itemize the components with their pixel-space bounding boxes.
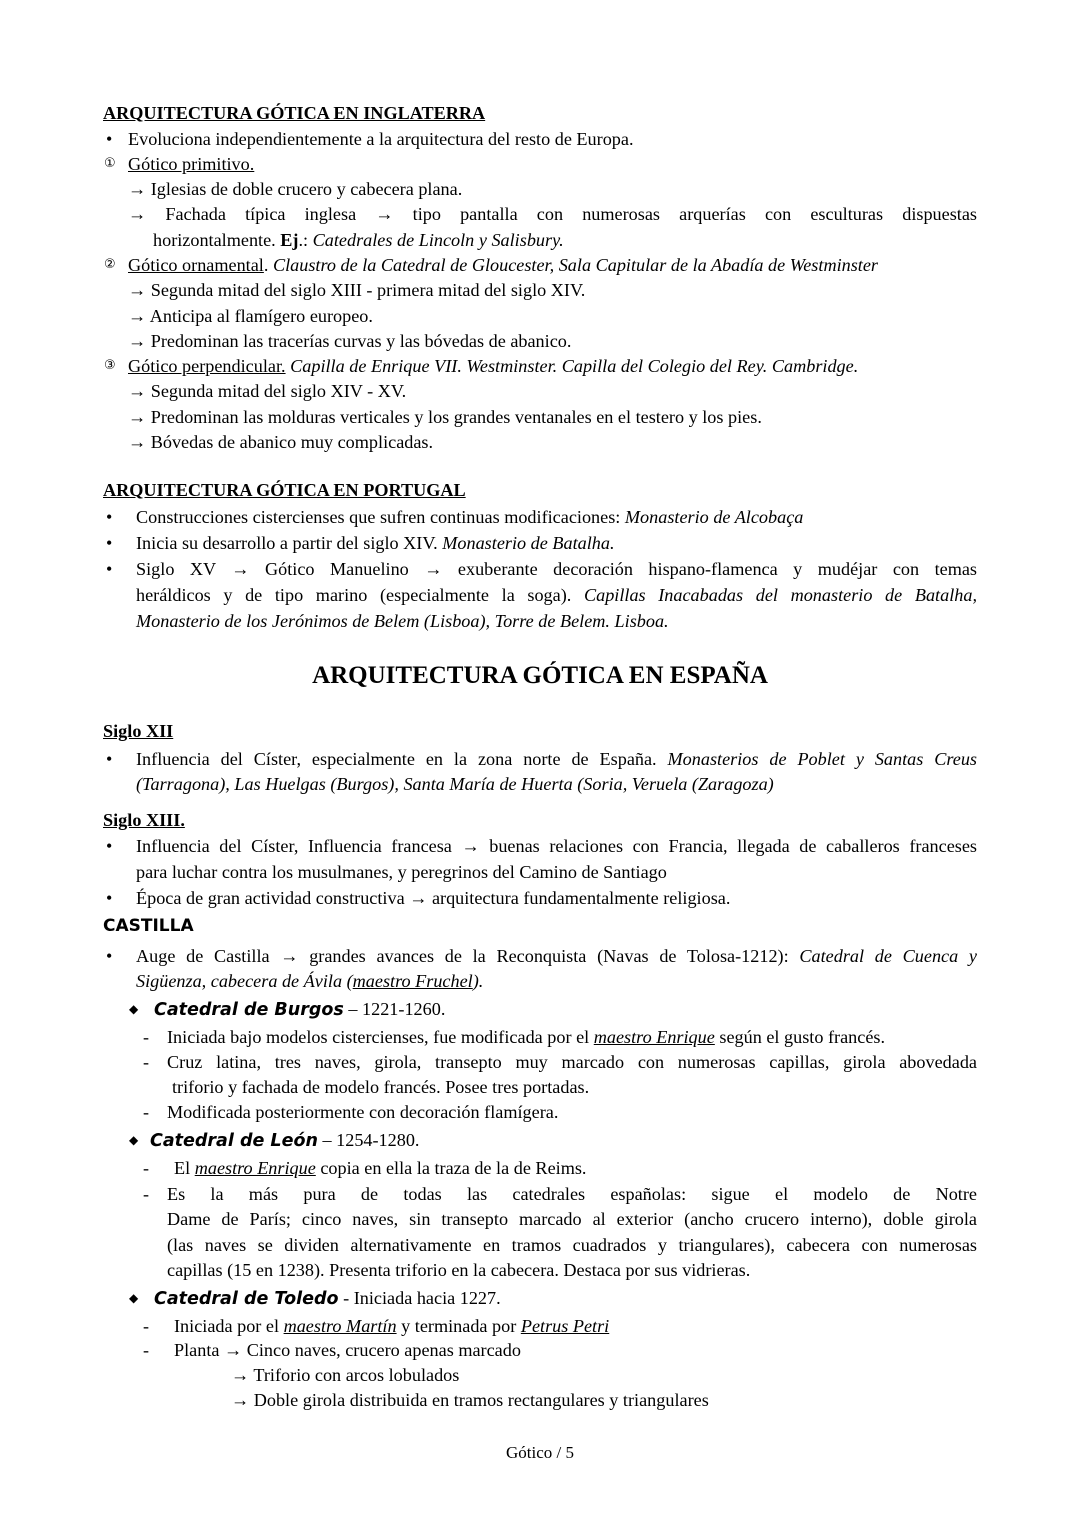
castilla-point-1-cont: Sigüenza, cabecera de Ávila (maestro Fruchel). bbox=[136, 971, 484, 991]
circled-one-icon: ① bbox=[104, 156, 116, 171]
primitivo-point-1: → Iglesias de doble crucero y cabecera plana. bbox=[128, 179, 463, 199]
dash-marker: - bbox=[143, 1316, 149, 1336]
bullet-icon: • bbox=[106, 559, 113, 579]
siglo-xiii-point-2: Época de gran actividad constructiva → arquitectura fundamentalmente religiosa. bbox=[136, 888, 731, 908]
leon-point-2-cont3: capillas (15 en 1238). Presenta triforio en la cabecera. Destaca por sus vidrieras. bbox=[167, 1260, 751, 1280]
dash-marker: - bbox=[143, 1027, 149, 1047]
dash-marker: - bbox=[143, 1340, 149, 1360]
bullet-icon: • bbox=[106, 836, 113, 856]
burgos-point-3: Modificada posteriormente con decoración flamígera. bbox=[167, 1102, 559, 1122]
perpendicular-point-3: → Bóvedas de abanico muy complicadas. bbox=[128, 432, 434, 452]
circled-two-icon: ② bbox=[104, 257, 116, 272]
gotico-perpendicular-line: Gótico perpendicular. Capilla de Enrique VII. Westminster. Capilla del Colegio del Rey. Cambridge. bbox=[128, 356, 859, 376]
siglo-xiii-heading: Siglo XIII. bbox=[103, 810, 185, 830]
leon-point-2: Es la más pura de todas las catedrales españolas: sigue el modelo de Notre bbox=[167, 1184, 977, 1204]
diamond-bullet-icon: ◆ bbox=[129, 1291, 139, 1305]
bullet-icon: • bbox=[106, 533, 113, 553]
siglo-xii-point-1: Influencia del Císter, especialmente en la zona norte de España. Monasterios de Poblet y Santas Creus bbox=[136, 749, 978, 769]
leon-point-1: El maestro Enrique copia en ella la traza de la de Reims. bbox=[174, 1158, 587, 1178]
siglo-xiii-point-1: Influencia del Císter, Influencia francesa → buenas relaciones con Francia, llegada de caballeros franceses bbox=[136, 836, 977, 856]
dash-marker: - bbox=[143, 1184, 149, 1204]
bullet-icon: • bbox=[106, 946, 113, 966]
siglo-xii-heading: Siglo XII bbox=[103, 721, 174, 741]
portugal-point-3-cont: heráldicos y de tipo marino (especialmente la soga). Capillas Inacabadas del monasterio de Batalha, bbox=[136, 585, 977, 605]
diamond-bullet-icon: ◆ bbox=[129, 1002, 139, 1016]
gotico-primitivo-title: Gótico primitivo. bbox=[128, 154, 255, 174]
bullet-icon: • bbox=[106, 888, 113, 908]
castilla-point-1: Auge de Castilla → grandes avances de la Reconquista (Navas de Tolosa-1212): Catedral de Cuenca y bbox=[136, 946, 977, 966]
portugal-point-3-cont2: Monasterio de los Jerónimos de Belem (Lisboa), Torre de Belem. Lisboa. bbox=[136, 611, 669, 631]
catedral-burgos-title: Catedral de Burgos – 1221-1260. bbox=[154, 999, 446, 1020]
burgos-point-2-cont: triforio y fachada de modelo francés. Posee tres portadas. bbox=[172, 1077, 590, 1097]
ornamental-point-1: → Segunda mitad del siglo XIII - primera mitad del siglo XIV. bbox=[128, 280, 586, 300]
england-heading: ARQUITECTURA GÓTICA EN INGLATERRA bbox=[103, 103, 486, 123]
siglo-xii-point-1-cont: (Tarragona), Las Huelgas (Burgos), Santa María de Huerta (Soria, Veruela (Zaragoza) bbox=[136, 774, 774, 794]
burgos-point-1: Iniciada bajo modelos cistercienses, fue modificada por el maestro Enrique según el gusto francés. bbox=[167, 1027, 886, 1047]
toledo-point-4: → Doble girola distribuida en tramos rectangulares y triangulares bbox=[231, 1390, 709, 1410]
circled-three-icon: ③ bbox=[104, 358, 116, 373]
bullet-icon: • bbox=[106, 129, 113, 149]
portugal-point-1: Construcciones cistercienses que sufren continuas modificaciones: Monasterio de Alcobaça bbox=[136, 507, 804, 527]
primitivo-point-2: → Fachada típica inglesa → tipo pantalla con numerosas arquerías con esculturas dispuestas bbox=[128, 204, 977, 224]
bullet-icon: • bbox=[106, 749, 113, 769]
perpendicular-point-1: → Segunda mitad del siglo XIV - XV. bbox=[128, 381, 407, 401]
ornamental-point-3: → Predominan las tracerías curvas y las bóvedas de abanico. bbox=[128, 331, 572, 351]
burgos-point-2: Cruz latina, tres naves, girola, transepto muy marcado con numerosas capillas, girola abovedada bbox=[167, 1052, 977, 1072]
portugal-point-2: Inicia su desarrollo a partir del siglo XIV. Monasterio de Batalha. bbox=[136, 533, 615, 553]
ornamental-point-2: → Anticipa al flamígero europeo. bbox=[128, 306, 373, 326]
toledo-point-1: Iniciada por el maestro Martín y terminada por Petrus Petri bbox=[174, 1316, 610, 1336]
leon-point-2-cont: Dame de París; cinco naves, sin transepto marcado al exterior (ancho crucero interno), doble girola bbox=[167, 1209, 977, 1229]
siglo-xiii-point-1-cont: para luchar contra los musulmanes, y peregrinos del Camino de Santiago bbox=[136, 862, 667, 882]
leon-point-2-cont2: (las naves se dividen alternativamente en tramos cuadrados y triangulares), cabecera con numerosas bbox=[167, 1235, 977, 1255]
catedral-toledo-title: Catedral de Toledo - Iniciada hacia 1227. bbox=[154, 1288, 501, 1309]
page-footer: Gótico / 5 bbox=[506, 1443, 574, 1462]
toledo-point-3: → Triforio con arcos lobulados bbox=[231, 1365, 460, 1385]
catedral-leon-title: Catedral de León – 1254-1280. bbox=[150, 1130, 420, 1151]
diamond-bullet-icon: ◆ bbox=[129, 1133, 139, 1147]
toledo-point-2: Planta → Cinco naves, crucero apenas marcado bbox=[174, 1340, 521, 1360]
portugal-heading: ARQUITECTURA GÓTICA EN PORTUGAL bbox=[103, 480, 466, 500]
dash-marker: - bbox=[143, 1158, 149, 1178]
spain-title: ARQUITECTURA GÓTICA EN ESPAÑA bbox=[312, 662, 768, 689]
dash-marker: - bbox=[143, 1052, 149, 1072]
dash-marker: - bbox=[143, 1102, 149, 1122]
primitivo-point-2-cont: horizontalmente. Ej.: Catedrales de Lincoln y Salisbury. bbox=[153, 230, 564, 250]
england-intro: Evoluciona independientemente a la arquitectura del resto de Europa. bbox=[128, 129, 634, 149]
castilla-heading: CASTILLA bbox=[103, 916, 194, 936]
gotico-ornamental-line: Gótico ornamental. Claustro de la Catedral de Gloucester, Sala Capitular de la Abadía de Westminster bbox=[128, 255, 879, 275]
bullet-icon: • bbox=[106, 507, 113, 527]
portugal-point-3: Siglo XV → Gótico Manuelino → exuberante decoración hispano-flamenca y mudéjar con temas bbox=[136, 559, 977, 579]
perpendicular-point-2: → Predominan las molduras verticales y los grandes ventanales en el testero y los pies. bbox=[128, 407, 762, 427]
